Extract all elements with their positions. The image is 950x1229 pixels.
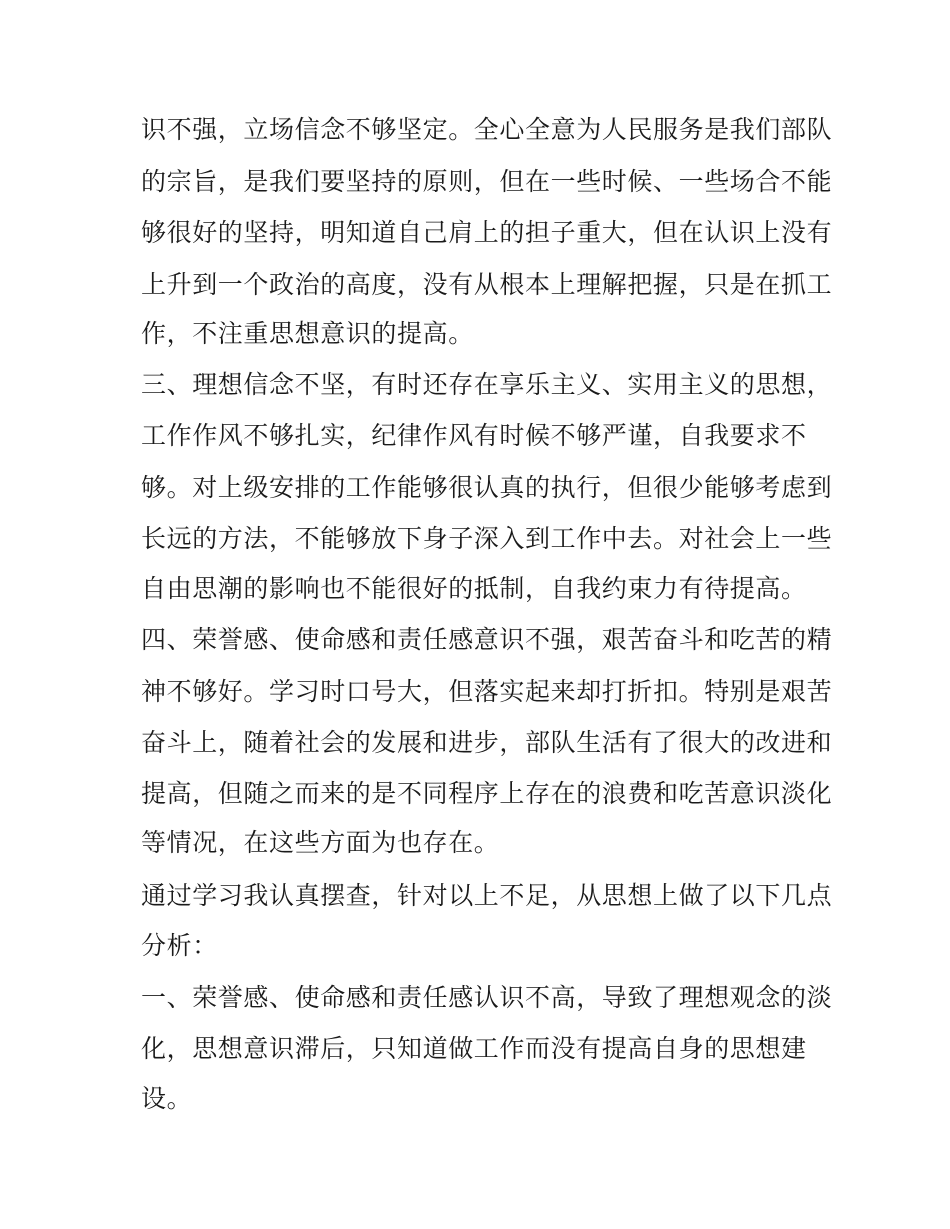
text-line: 作，不注重思想意识的提高。 [141, 319, 474, 348]
text-line: 上升到一个政治的高度，没有从根本上理解把握，只是在抓工 [141, 270, 833, 299]
text-line: 通过学习我认真摆查，针对以上不足，从思想上做了以下几点 [141, 881, 833, 910]
text-line: 分析： [141, 931, 218, 960]
text-line: 三、理想信念不坚，有时还存在享乐主义、实用主义的思想， [141, 370, 833, 399]
text-line: 设。 [141, 1084, 193, 1113]
text-line: 长远的方法，不能够放下身子深入到工作中去。对社会上一些 [141, 524, 833, 553]
text-line: 奋斗上，随着社会的发展和进步，部队生活有了很大的改进和 [141, 728, 833, 757]
text-line: 的宗旨，是我们要坚持的原则，但在一些时候、一些场合不能 [141, 167, 833, 196]
text-line: 四、荣誉感、使命感和责任感意识不强，艰苦奋斗和吃苦的精 [141, 625, 833, 654]
text-line: 够很好的坚持，明知道自己肩上的担子重大，但在认识上没有 [141, 218, 833, 247]
text-line: 提高，但随之而来的是不同程序上存在的浪费和吃苦意识淡化 [141, 779, 833, 808]
text-line: 一、荣誉感、使命感和责任感认识不高，导致了理想观念的淡 [141, 983, 833, 1012]
text-line: 化，思想意识滞后，只知道做工作而没有提高自身的思想建 [141, 1034, 807, 1063]
text-line: 工作作风不够扎实，纪律作风有时候不够严谨，自我要求不 [141, 421, 807, 450]
text-line: 等情况，在这些方面为也存在。 [141, 828, 500, 857]
text-line: 识不强，立场信念不够坚定。全心全意为人民服务是我们部队 [141, 115, 833, 144]
text-line: 自由思潮的影响也不能很好的抵制，自我约束力有待提高。 [141, 574, 807, 603]
text-line: 够。对上级安排的工作能够很认真的执行，但很少能够考虑到 [141, 473, 833, 502]
text-line: 神不够好。学习时口号大，但落实起来却打折扣。特别是艰苦 [141, 677, 833, 706]
